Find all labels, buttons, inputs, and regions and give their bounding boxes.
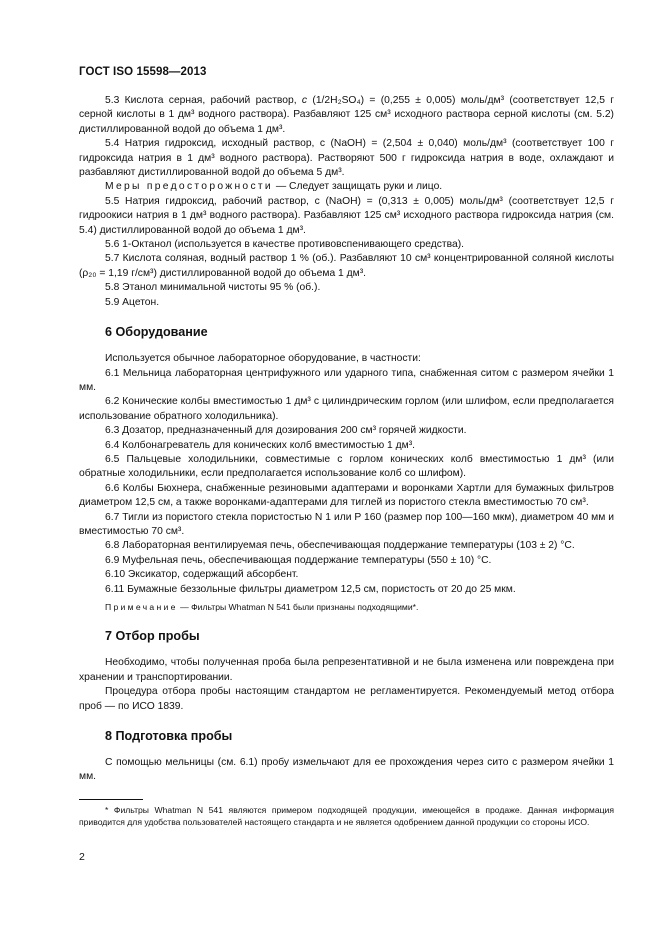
item-5-9: 5.9 Ацетон. bbox=[105, 296, 160, 308]
item-5-4: 5.4 Натрия гидроксид, исходный раствор, c (NaOH) = (2,504 ± 0,040) моль/дм³ (соответствует 100 г гидроксида натрия в 1 дм³ водного раствора). Растворяют 500 г гидроксида натрия в воде, охлаждают и разбавляют дистиллированной водой до объема 5 дм³. bbox=[79, 138, 614, 179]
item-6-1: 6.1 Мельница лабораторная центрифужного или ударного типа, снабженная ситом с размером ячейки 1 мм. bbox=[79, 367, 614, 393]
item-6-6: 6.6 Колбы Бюхнера, снабженные резиновыми адаптерами и воронками Хартли для бумажных фильтров диаметром 12,5 см, а также воронками-адаптерами для тиглей из пористого стекла вместимостью 70 см³. bbox=[79, 482, 614, 509]
footnote: * Фильтры Whatman N 541 являются примером подходящей продукции, имеющейся в продаже. Данная информация приводится для удобства пользователей настоящего стандарта и не является одобрением данной продукции со стороны ИСО. bbox=[79, 805, 614, 827]
section-6-title: 6 Оборудование bbox=[105, 325, 208, 340]
section-8-p1: С помощью мельницы (см. 6.1) пробу измельчают для ее прохождения через сито с размером ячейки 1 мм. bbox=[79, 757, 614, 783]
section-6-note: Примечание — Фильтры Whatman N 541 были признаны подходящими*. bbox=[105, 602, 419, 612]
item-6-7: 6.7 Тигли из пористого стекла пористостью N 1 или P 160 (размер пор 100—160 мкм), диаметром 40 мм и вместимостью 70 см³. bbox=[79, 511, 614, 537]
item-6-10: 6.10 Эксикатор, содержащий абсорбент. bbox=[105, 569, 299, 581]
item-6-4: 6.4 Колбонагреватель для конических колб вместимостью 1 дм³. bbox=[105, 439, 415, 451]
item-5-5: 5.5 Натрия гидроксид, рабочий раствор, c (NaOH) = (0,313 ± 0,005) моль/дм³ (соответствует 12,5 г гидроокиси натрия в 1 дм³ водного раствора). Разбавляют 125 см³ исходного раствора гидроксида натрия (см. 5.4) дистиллированной водой до объема 1 дм³. bbox=[79, 195, 614, 236]
section-7-p1: Необходимо, чтобы полученная проба была репрезентативной и не была изменена или повреждена при хранении и транспортировании. bbox=[79, 657, 614, 683]
section-7-p2: Процедура отбора пробы настоящим стандартом не регламентируется. Рекомендуемый метод отбора проб — по ИСО 1839. bbox=[79, 686, 614, 712]
section-7-title: 7 Отбор пробы bbox=[105, 629, 200, 644]
item-5-8: 5.8 Этанол минимальной чистоты 95 % (об.). bbox=[105, 282, 321, 294]
document-header: ГОСТ ISO 15598—2013 bbox=[79, 66, 207, 78]
item-6-9: 6.9 Муфельная печь, обеспечивающая поддержание температуры (550 ± 10) °С. bbox=[105, 554, 492, 566]
document-body bbox=[79, 94, 614, 785]
precaution: Меры предосторожности — Следует защищать руки и лицо. bbox=[105, 181, 443, 193]
page-number: 2 bbox=[79, 851, 85, 863]
item-5-6: 5.6 1-Октанол (используется в качестве противовспенивающего средства). bbox=[105, 239, 465, 251]
item-6-2: 6.2 Конические колбы вместимостью 1 дм³ с цилиндрическим горлом (или шлифом, если предполагается использование обратного холодильника). bbox=[79, 396, 614, 422]
item-6-8: 6.8 Лабораторная вентилируемая печь, обеспечивающая поддержание температуры (103 ± 2) °С. bbox=[105, 540, 575, 552]
footnote-separator bbox=[79, 799, 143, 800]
section-8-title: 8 Подготовка пробы bbox=[105, 729, 233, 744]
item-6-5: 6.5 Пальцевые холодильники, совместимые с горлом конических колб вместимостью 1 дм³ (или обратные холодильники, если предполагается использование колб со шлифом). bbox=[79, 453, 614, 480]
item-6-11: 6.11 Бумажные беззольные фильтры диаметром 12,5 см, пористость от 20 до 25 мкм. bbox=[105, 583, 516, 595]
section-6-intro: Используется обычное лабораторное оборудование, в частности: bbox=[105, 353, 421, 365]
item-5-7: 5.7 Кислота соляная, водный раствор 1 % (об.). Разбавляют 10 см³ концентрированной соляной кислоты (ρ₂₀ = 1,19 г/см³) дистиллированной водой до объема 1 дм³. bbox=[79, 253, 614, 279]
item-5-3: 5.3 Кислота серная, рабочий раствор, c (1/2H₂SO₄) = (0,255 ± 0,005) моль/дм³ (соответствует 12,5 г серной кислоты в 1 дм³ водного раствора). Разбавляют 125 см³ исходного раствора серной кислоты (см. 5.2) дистиллированной водой до объема 1 дм³. bbox=[79, 95, 614, 135]
item-6-3: 6.3 Дозатор, предназначенный для дозирования 200 см³ горячей жидкости. bbox=[105, 425, 467, 437]
